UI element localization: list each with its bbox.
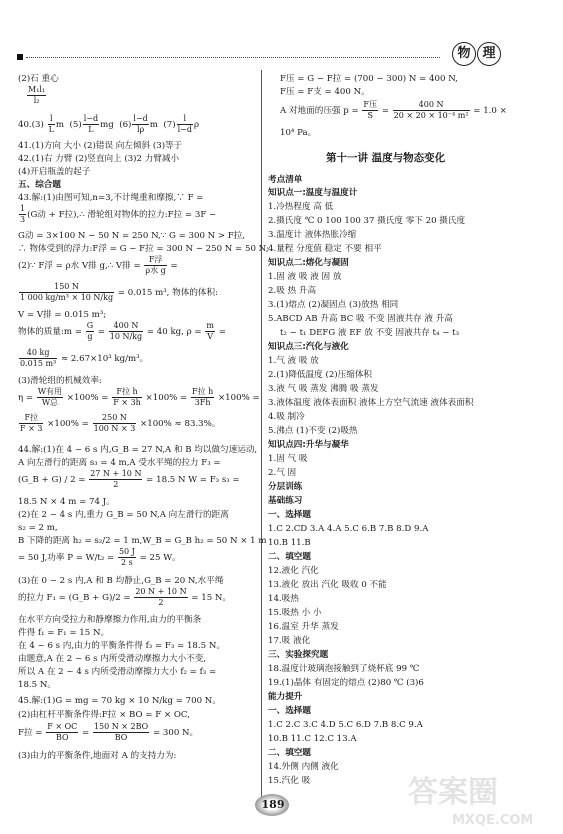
section-heading: 二、填空题 [268, 552, 311, 562]
page-number: 189 [255, 794, 291, 818]
answer-line: 18.5 N。 [18, 680, 56, 690]
column-divider [261, 70, 262, 808]
answer-line: 4.吸 制冷 [268, 412, 305, 422]
answer-line: 所以 A 在 2 ~ 4 s 内所受滑动摩擦力大小 f₂ = f₃ = [18, 667, 217, 677]
formula-line: $\frac{150 N}{\text{1 000 kg/m³ × 10 N/kg}}$ = 0.015 m³, 物体的体积: [20, 282, 218, 302]
answer-line-44: 44.解:(1)在 4 ~ 6 s 内,G_B = 27 N,A 和 B 均以做匀速运动, [18, 445, 258, 455]
page-header [0, 0, 563, 72]
answer-line: 3.液体温度 液体表面积 液体上方空气流速 液体表面积 [268, 398, 474, 408]
answer-line: 12.液化 汽化 [268, 566, 319, 576]
answer-line: 2.摄氏度 ℃ 0 100 100 37 摄氏度 零下 20 摄氏度 [268, 216, 466, 226]
section-heading: 三、实验探究题 [268, 650, 329, 660]
header-square-icon [17, 54, 23, 60]
formula-line: (G_B + G) / 2 = $\frac{27 N + 10 N}{2}$ = 18.5 N W = F₃ s₃ = [18, 469, 240, 489]
chapter-title: 第十一讲 温度与物态变化 [326, 152, 446, 164]
formula-line [26, 86, 47, 105]
answer-line: 18.温度计玻璃泡接触到了烧杯底 99 ℃ [268, 664, 420, 674]
answer-line: 13.液化 放出 汽化 吸收 0 不能 [268, 580, 387, 590]
answer-line: 由题意,A 在 2 ~ 6 s 内所受滑动摩擦力大小不变, [18, 654, 207, 664]
answer-line: F压 = F支 = 400 N。 [280, 87, 370, 97]
formula-line: A 对地面的压强 p = F压 S = $\frac{400 N}{\text{20 × 20 × 10⁻⁴ m²}}$ = 1.0 × [280, 100, 507, 120]
knowledge-point-heading: 知识点二:熔化与凝固 [268, 258, 349, 268]
section-heading: 一、选择题 [268, 510, 311, 520]
section-heading: 考点清单 [268, 175, 303, 185]
section-heading: 基础练习 [268, 496, 303, 506]
answer-line-43: 43.解:(1)由图可知,n=3,不计绳重和摩擦,∵ F = [18, 193, 204, 203]
answer-line: 1.固 气 吸 [268, 454, 308, 464]
formula-line: 的拉力 F₁ = (G_B + G)/2 = $\frac{20 N + 10 N}{2}$ = 15 N。 [18, 587, 232, 607]
answer-line: 在水平方向受拉力和静摩擦力作用,由力的平衡条 [18, 615, 202, 625]
answer-line: 在 4 ~ 6 s 内,由力的平衡条件得 f₃ = F₃ = 18.5 N。 [18, 641, 225, 651]
answer-line: 17.吸 液化 [268, 636, 311, 646]
answer-line: 3.液 气 吸 蒸发 沸腾 吸 蒸发 [268, 384, 379, 394]
knowledge-point-heading: 知识点四:升华与凝华 [268, 440, 349, 450]
formula-line: $\frac{1}{3}$ (G动 + F拉),∴ 滑轮组对物体的拉力:F拉 = 3F − [20, 204, 217, 224]
answer-line: 15.吸热 小 小 [268, 608, 322, 618]
answer-line-45: 45.解:(1)G = mg = 70 kg × 10 N/kg = 700 N。 [18, 696, 221, 706]
formula-line: η = W有用 W总 ×100% = F拉 h F × 3h ×100% = F拉 h 3Fh ×100% = [18, 387, 260, 407]
answer-line: 3.(1)熔点 (2)凝固点 (3)放热 相同 [268, 300, 399, 310]
answer-line: 14.外侧 内侧 液化 [268, 762, 339, 772]
formula-line: 物体的质量:m = $\frac{G}{g}$ = $\frac{400 N}{10 N/kg}$ = 40 kg, ρ = $\frac{m}{V}$ = [18, 321, 226, 341]
section-heading: 能力提升 [268, 692, 303, 702]
answer-line: 2.吸 热 升高 [268, 286, 317, 296]
answer-line: 2.气 固 [268, 468, 297, 478]
watermark: 答案圈 MXQE.COM [408, 775, 534, 828]
section-heading: 分层训练 [268, 482, 303, 492]
answer-line: (3)滑轮组的机械效率: [18, 376, 102, 386]
formula-line: F拉 = $\frac{F \times OC}{BO}$ = $\frac{150 N \times 2BO}{BO}$ = 300 N。 [18, 722, 199, 742]
answer-line: 1.C 2.CD 3.A 4.A 5.C 6.B 7.B 8.D 9.A [268, 524, 429, 534]
knowledge-point-heading: 知识点三:汽化与液化 [268, 342, 349, 352]
section-heading: 一、选择题 [268, 706, 311, 716]
answer-line: 1.气 液 吸 放 [268, 356, 319, 366]
answer-line: 14.吸热 [268, 594, 299, 604]
answer-line: 1.C 2.C 3.C 4.D 5.C 6.D 7.B 8.C 9.A [268, 720, 423, 730]
answer-line-42b: (4)开启瓶盖的起子 [18, 167, 91, 177]
answer-line: (3)由力的平衡条件,地面对 A 的支持力为: [18, 751, 177, 761]
subject-badge-2: 理 [477, 42, 501, 66]
subject-badge-1: 物 [452, 42, 476, 66]
answer-line: 2.(1)降低温度 (2)压缩体积 [268, 370, 373, 380]
answer-line: V = V排 = 0.015 m³; [18, 310, 107, 320]
answer-line: 5.沸点 (1)不变 (2)吸热 [268, 426, 358, 436]
answer-line: t₂ − t₁ DEFG 液 EF 放 不变 固液共存 t₄ − t₃ [280, 328, 460, 338]
answer-line: 10.B 11.B [268, 538, 311, 548]
answer-line: A 向左滑行的距离 s₃ = 4 m,A 受水平绳的拉力 F₃ = [18, 458, 221, 468]
answer-line: 4.量程 分度值 稳定 不要 相平 [268, 244, 382, 254]
answer-line: B 下降的距离 h₂ = s₂/2 = 1 m,W_B = G_B h₂ = 50 N × 1 m [18, 536, 267, 546]
answer-line: 1.固 液 吸 液 固 放 [268, 272, 342, 282]
answer-line-41: 41.(1)方向 大小 (2)错误 向左倾斜 (3)等于 [18, 141, 183, 151]
answer-line: (3)在 0 ~ 2 s 内,A 和 B 均静止,G_B = 20 N,水平绳 [18, 576, 224, 586]
answer-line: (2)石 重心 [18, 74, 59, 84]
answer-line: 10.B 11.C 12.C 13.A [268, 734, 357, 744]
answer-line: 件得 f₁ = F₁ = 15 N。 [18, 628, 110, 638]
knowledge-point-heading: 知识点一:温度与温度计 [268, 188, 358, 198]
formula-line: F拉 F × 3 ×100% = $\frac{250 N}{100 N \times 3}$ ×100% ≈ 83.3%。 [20, 413, 221, 433]
answer-line: 16.温室 升华 蒸发 [268, 622, 339, 632]
answer-line-40: 40.(3) $\frac{l}{L}$ m (5) $\frac{l-d}{L}$ mg (6) $\frac{l-d}{l\rho}$ m (7) $\frac{l}{l-d}$ ρ [18, 114, 200, 134]
answer-line: G动 = 3×100 N − 50 N = 250 N,∵ G = 300 N > F拉, [18, 231, 246, 241]
formula-line: $\frac{40 kg}{\text{0.015 m³}}$ ≈ 2.67×10³ kg/m³。 [20, 348, 149, 368]
answer-line: ∴ 物体受到的浮力:F浮 = G − F拉 = 300 N − 250 N = 50 N; [18, 244, 269, 254]
answer-line: (2)由杠杆平衡条件得:F拉 × BO = F × OC, [18, 710, 190, 720]
answer-line: 18.5 N × 4 m = 74 J。 [18, 497, 115, 507]
formula-line: (2)∵ F浮 = ρ水 V排 g,∴ V排 = F浮 ρ水 g = [18, 255, 178, 275]
answer-line: 3.温度计 液体热胀冷缩 [268, 230, 357, 240]
section-heading: 二、填空题 [268, 748, 311, 758]
answer-line: F压 = G − F拉 = (700 − 300) N = 400 N, [280, 74, 458, 84]
answer-line: 5.ABCD AB 升高 BC 吸 不变 固液共存 液 升高 [268, 314, 453, 324]
answer-line: s₂ = 2 m, [18, 523, 58, 533]
header-dotted-rule [26, 57, 440, 58]
answer-line: (2)在 2 ~ 4 s 内,重力 G_B = 50 N,A 向左滑行的距离 [18, 510, 229, 520]
answer-line: 15.汽化 吸 [268, 776, 311, 786]
fraction: $\frac{\text{M₁l₁}}{\text{l₂}}$ [28, 85, 46, 105]
formula-line: = 50 J,功率 P = W/t₂ = $\frac{50 J}{2 s}$ = 25 W。 [18, 547, 181, 567]
answer-line: 1.冷热程度 高 低 [268, 202, 334, 212]
answer-line: 19.(1)晶体 有固定的熔点 (2)80 ℃ (3)6 [268, 678, 424, 688]
answer-line-42: 42.(1)右 力臂 (2)竖直向上 (3)2 力臂减小 [18, 154, 180, 164]
answer-line: 10⁴ Pa。 [280, 128, 317, 138]
section-heading: 五、综合题 [18, 180, 61, 190]
